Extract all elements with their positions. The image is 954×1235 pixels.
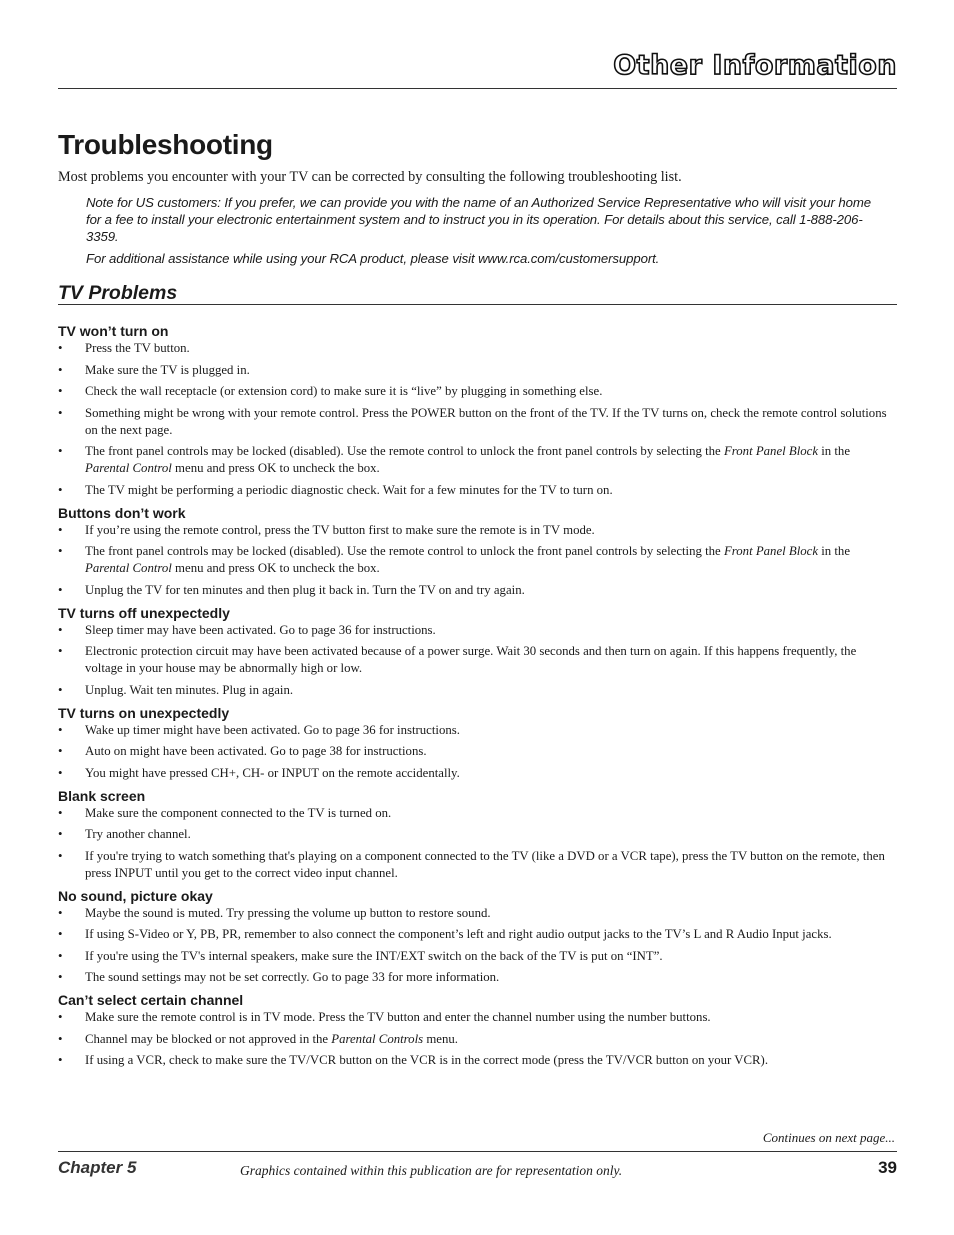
item-text [85,523,595,537]
item-text [85,583,525,597]
item-text [85,444,850,475]
list-item [58,383,897,400]
issue-section [58,992,897,1069]
item-text [85,483,613,497]
text-run: Try another channel. [85,827,191,841]
text-run: Channel may be blocked or not approved in the [85,1031,332,1046]
list-item [58,765,897,782]
item-text [85,927,832,941]
bullet-icon: • [58,722,63,737]
text-run: menu and press OK to uncheck the box. [171,461,380,475]
issue-heading: No sound, picture okay [58,887,213,904]
item-text [85,906,491,920]
bullet-icon: • [58,341,63,355]
header-divider [58,88,897,89]
list-item [58,905,897,922]
list-item [58,643,897,677]
item-text [85,949,663,963]
list-item [58,443,897,477]
bullet-icon: • [58,744,63,758]
bullet-icon: • [58,384,63,398]
bullet-icon: • [58,362,63,377]
bullet-icon: • [58,948,63,963]
list-item [58,362,897,379]
item-text [85,723,460,737]
issue-section [58,788,897,882]
list-item [58,826,897,843]
footer-note: Graphics contained within this publication are for representation only. [240,1163,623,1178]
solution-list [58,340,897,499]
bullet-icon: • [58,1053,63,1067]
text-run: Make sure the component connected to the TV is turned on. [85,805,392,820]
bullet-icon: • [58,848,63,863]
bullet-icon: • [58,405,63,420]
issue-heading: TV won’t turn on [58,323,169,339]
bullet-icon: • [58,827,63,841]
issue-heading: TV turns on unexpectedly [58,704,230,721]
continues-note: Continues on next page... [762,1130,895,1145]
bullet-icon: • [58,927,63,941]
item-text [85,544,850,575]
solution-list [58,905,897,987]
header-title: Other Information [613,50,897,81]
list-item [58,948,897,965]
text-run: Something might be wrong with your remote control. Press the POWER button on the front of the TV. If the TV turns on, check the remote control solutions on the next page. [85,405,887,437]
bullet-icon: • [58,444,63,458]
issues-list [58,323,897,1075]
bullet-icon: • [58,970,63,984]
solution-list [58,805,897,882]
list-item [58,543,897,577]
issue-heading: TV turns off unexpectedly [58,604,230,621]
item-text [85,384,602,398]
text-run: Auto on might have been activated. Go to page 38 for instructions. [85,744,427,758]
text-run: Maybe the sound is muted. Try pressing the volume up button to restore sound. [85,905,491,920]
intro-text: Most problems you encounter with your TV can be corrected by consulting the following troubleshooting list. [58,169,682,185]
menu-reference: Front Panel Block [723,544,819,558]
menu-reference: Parental Control [85,561,172,575]
text-run: menu. [423,1031,458,1046]
list-item [58,926,897,943]
text-run: If you're using the TV's internal speakers, make sure the INT/EXT switch on the back of the TV is put on “INT”. [85,948,663,963]
text-run: The sound settings may not be set correctly. Go to page 33 for more information. [85,970,500,984]
list-item [58,1009,897,1026]
us-customers-note: Note for US customers: If you prefer, we can provide you with the name of an Authorized Service Representative who will visit your home for a fee to install your electronic entertainment system and to instruct you in its operation. For details about this service, call 1-888-206-3359. [86,195,871,244]
text-run: Press the TV button. [85,341,190,355]
solution-list [58,622,897,699]
text-run: The front panel controls may be locked (disabled). Use the remote control to unlock the front panel controls by selecting the [85,444,724,458]
text-run: Check the wall receptacle (or extension cord) to make sure it is “live” by plugging in something else. [85,384,603,398]
item-text [85,623,436,637]
bullet-icon: • [58,644,63,658]
issue-heading: Blank screen [58,787,146,804]
page-number: 39 [878,1158,897,1177]
bullet-icon: • [58,905,63,920]
list-item [58,722,897,739]
issue-heading: Can’t select certain channel [58,992,244,1008]
list-item [58,848,897,882]
text-run: Wake up timer might have been activated. Go to page 36 for instructions. [85,722,460,737]
text-run: in the [818,544,851,558]
list-item [58,1052,897,1069]
item-text [85,406,887,437]
item-text [85,744,427,758]
text-run: The front panel controls may be locked (disabled). Use the remote control to unlock the front panel controls by selecting the [85,544,724,558]
bullet-icon: • [58,544,63,558]
list-item [58,582,897,599]
list-item [58,482,897,499]
bullet-icon: • [58,522,63,537]
list-item [58,522,897,539]
list-item [58,340,897,357]
list-item [58,682,897,699]
item-text [85,1053,768,1067]
text-run: Unplug the TV for ten minutes and then plug it back in. Turn the TV on and try again. [85,582,525,597]
text-run: Unplug. Wait ten minutes. Plug in again. [85,682,294,697]
support-note: For additional assistance while using your RCA product, please visit www.rca.com/customersupport. [86,251,660,266]
issue-section [58,888,897,987]
text-run: Electronic protection circuit may have been activated because of a power surge. Wait 30 seconds and then turn on again. If this happens frequently, the voltage in your house may be abnormally high or low. [85,644,857,675]
text-run: menu and press OK to uncheck the box. [171,561,380,575]
issue-heading: Buttons don’t work [58,504,186,521]
item-text [85,644,856,675]
item-text [85,827,191,841]
bullet-icon: • [58,805,63,820]
menu-reference: Parental Control [85,461,172,475]
solution-list [58,1009,897,1069]
issue-section [58,323,897,499]
text-run: If using a VCR, check to make sure the TV/VCR button on the VCR is in the correct mode (press the TV/VCR button on your VCR). [85,1053,769,1067]
item-text [85,683,293,697]
bullet-icon: • [58,622,63,637]
issue-section [58,505,897,599]
menu-reference: Parental Controls [331,1031,424,1046]
solution-list [58,522,897,599]
list-item [58,622,897,639]
chapter-label: Chapter 5 [58,1158,137,1177]
menu-reference: Front Panel Block [723,444,819,458]
solution-list [58,722,897,782]
item-text [85,341,190,355]
list-item [58,1031,897,1048]
item-text [85,970,499,984]
item-text [85,1010,711,1024]
bullet-icon: • [58,582,63,597]
list-item [58,405,897,439]
text-run: If using S-Video or Y, PB, PR, remember to also connect the component’s left and right audio output jacks to the TV’s L and R Audio Input jacks. [85,927,832,941]
list-item [58,743,897,760]
text-run: in the [818,444,851,458]
list-item [58,969,897,986]
section-title: TV Problems [58,282,897,305]
bullet-icon: • [58,765,63,780]
item-text [85,806,391,820]
item-text [85,766,460,780]
text-run: The TV might be performing a periodic diagnostic check. Wait for a few minutes for the TV to turn on. [85,482,613,497]
bullet-icon: • [58,1031,63,1046]
text-run: If you’re using the remote control, press the TV button first to make sure the remote is in TV mode. [85,522,595,537]
text-run: Sleep timer may have been activated. Go to page 36 for instructions. [85,622,436,637]
item-text [85,1032,458,1046]
item-text [85,849,885,880]
bullet-icon: • [58,1010,63,1024]
text-run: Make sure the TV is plugged in. [85,362,250,377]
text-run: You might have pressed CH+, CH- or INPUT on the remote accidentally. [85,765,460,780]
footer-divider [58,1151,897,1152]
text-run: Make sure the remote control is in TV mode. Press the TV button and enter the channel number using the number buttons. [85,1010,711,1024]
list-item [58,805,897,822]
bullet-icon: • [58,682,63,697]
text-run: If you're trying to watch something that's playing on a component connected to the TV (like a DVD or a VCR tape), press the TV button on the remote, then press INPUT until you get to the correct video input channel. [85,848,885,880]
bullet-icon: • [58,482,63,497]
page-title: Troubleshooting [58,129,273,160]
item-text [85,363,250,377]
issue-section [58,605,897,699]
issue-section [58,705,897,782]
